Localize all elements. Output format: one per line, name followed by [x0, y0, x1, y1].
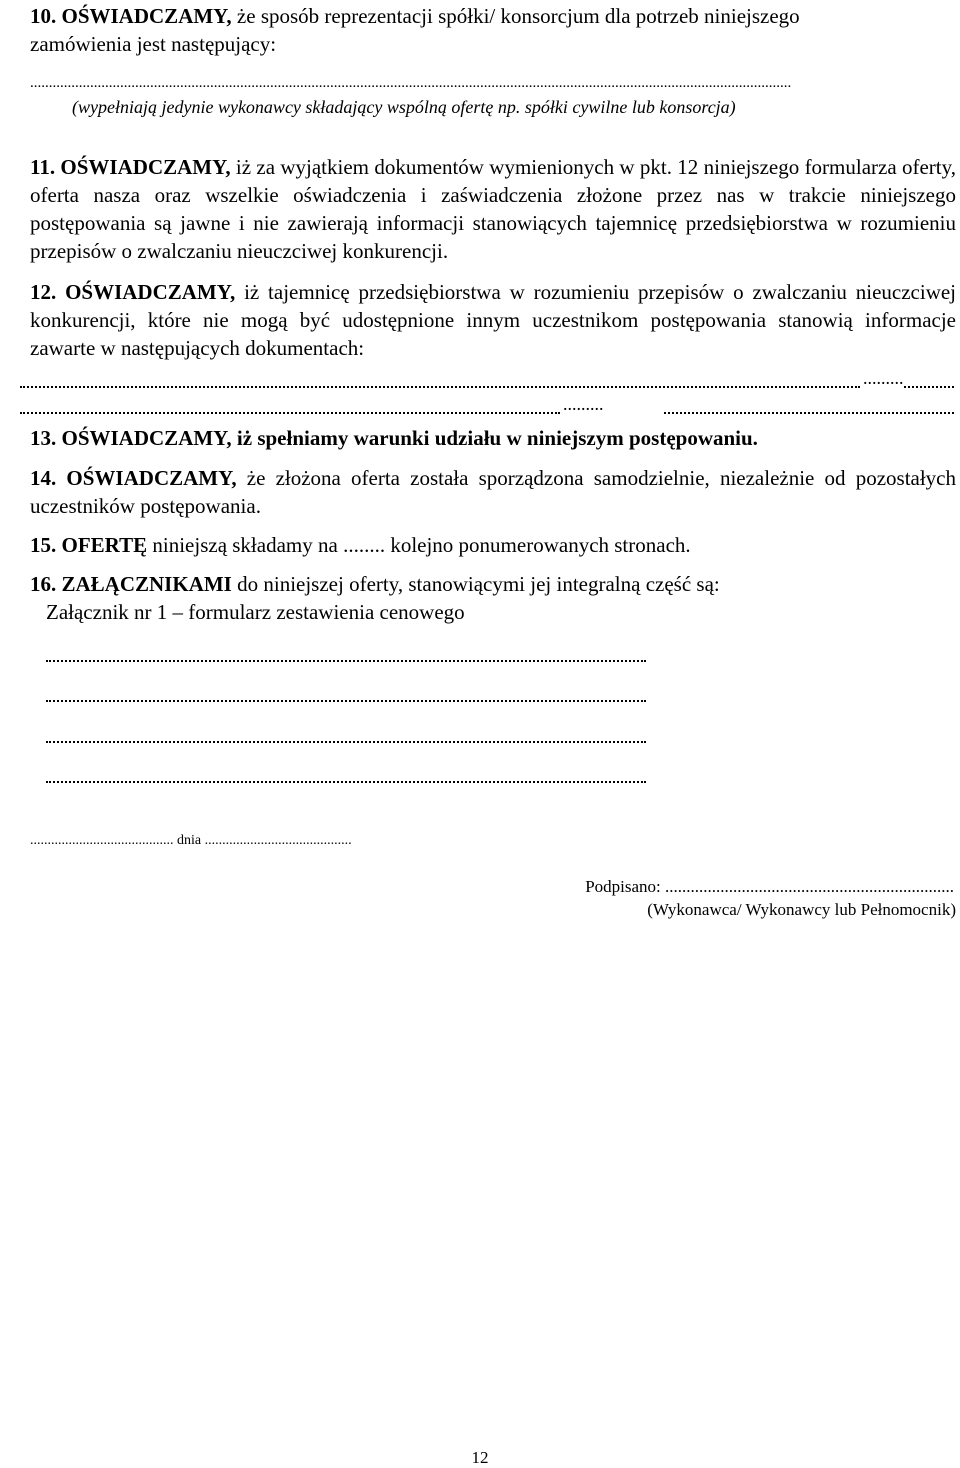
attachment-fill-line-3	[46, 741, 646, 743]
attachment-fill-line-4	[46, 781, 646, 783]
representation-fill-line: ...........................................................................................................................................................................................................	[30, 75, 792, 91]
section-heading: OFERTĘ	[61, 533, 148, 557]
documents-fill-tail-1	[904, 386, 954, 388]
section-16	[30, 570, 956, 598]
section-12	[30, 278, 956, 362]
section-15	[30, 531, 956, 559]
documents-fill-line-2	[20, 412, 560, 414]
section-text: do niniejszej oferty, stanowiącymi jej integralną część są:	[237, 572, 720, 596]
signature-line: Podpisano: ....................................................................	[585, 877, 954, 896]
section-13	[30, 424, 956, 452]
section-heading: OŚWIADCZAMY,	[61, 4, 232, 28]
section-text: niniejszą składamy na ........ kolejno ponumerowanych stronach.	[152, 533, 691, 557]
documents-fill-dots-1: .........	[863, 368, 904, 388]
section-text: że złożona oferta została sporządzona samodzielnie, niezależnie od pozostałych uczestników postępowania.	[30, 466, 957, 518]
section-number: 10.	[30, 4, 57, 28]
section-number: 16.	[30, 572, 57, 596]
section-11	[30, 153, 956, 265]
section-heading: OŚWIADCZAMY,	[65, 280, 236, 304]
documents-fill-line-1	[20, 386, 860, 388]
documents-fill-tail-2	[664, 412, 954, 414]
signature-note: (Wykonawca/ Wykonawcy lub Pełnomocnik)	[647, 900, 956, 919]
section-text-continued: zamówienia jest następujący:	[30, 32, 277, 56]
section-number: 11.	[30, 155, 56, 179]
attachment-fill-line-1	[46, 660, 646, 662]
section-number: 15.	[30, 533, 57, 557]
attachment-fill-line-2	[46, 700, 646, 702]
section-text: iż za wyjątkiem dokumentów wymienionych w pkt. 12 niniejszego formularza oferty, oferta nasza oraz wszelkie oświadczenia i zaświadczenia złożone przez nas w trakcie niniejszego postępowania są jawne i nie zawierają informacji stanowiących tajemnicę przedsiębiorstwa w rozumieniu przepisów o zwalczaniu nieuczciwej konkurencji.	[30, 155, 957, 263]
section-text: że sposób reprezentacji spółki/ konsorcjum dla potrzeb niniejszego	[236, 4, 800, 28]
section-14	[30, 464, 956, 520]
section-heading: OŚWIADCZAMY,	[66, 466, 237, 490]
section-10-note: (wypełniają jedynie wykonawcy składający wspólną ofertę np. spółki cywilne lub konsorcja)	[72, 97, 736, 117]
section-heading: OŚWIADCZAMY,	[60, 155, 231, 179]
section-number: 13.	[30, 426, 57, 450]
section-text: iż tajemnicę przedsiębiorstwa w rozumieniu przepisów o zwalczaniu nieuczciwej konkurencji, które nie mogą być udostępnione innym uczestnikom postępowania stanowią informacje zawarte w następujących dokumentach:	[30, 280, 957, 360]
section-text: iż spełniamy warunki udziału w niniejszym postępowaniu.	[236, 426, 758, 450]
section-heading: ZAŁĄCZNIKAMI	[61, 572, 232, 596]
attachment-item-1: Załącznik nr 1 – formularz zestawienia cenowego	[46, 600, 465, 624]
section-10	[30, 2, 956, 58]
page-number: 12	[471, 1448, 489, 1467]
section-number: 12.	[30, 280, 57, 304]
place-date-line: ......................................... dnia ..........................................	[30, 833, 352, 848]
section-number: 14.	[30, 466, 57, 490]
section-heading: OŚWIADCZAMY,	[61, 426, 232, 450]
documents-fill-dots-2: .........	[563, 394, 604, 414]
